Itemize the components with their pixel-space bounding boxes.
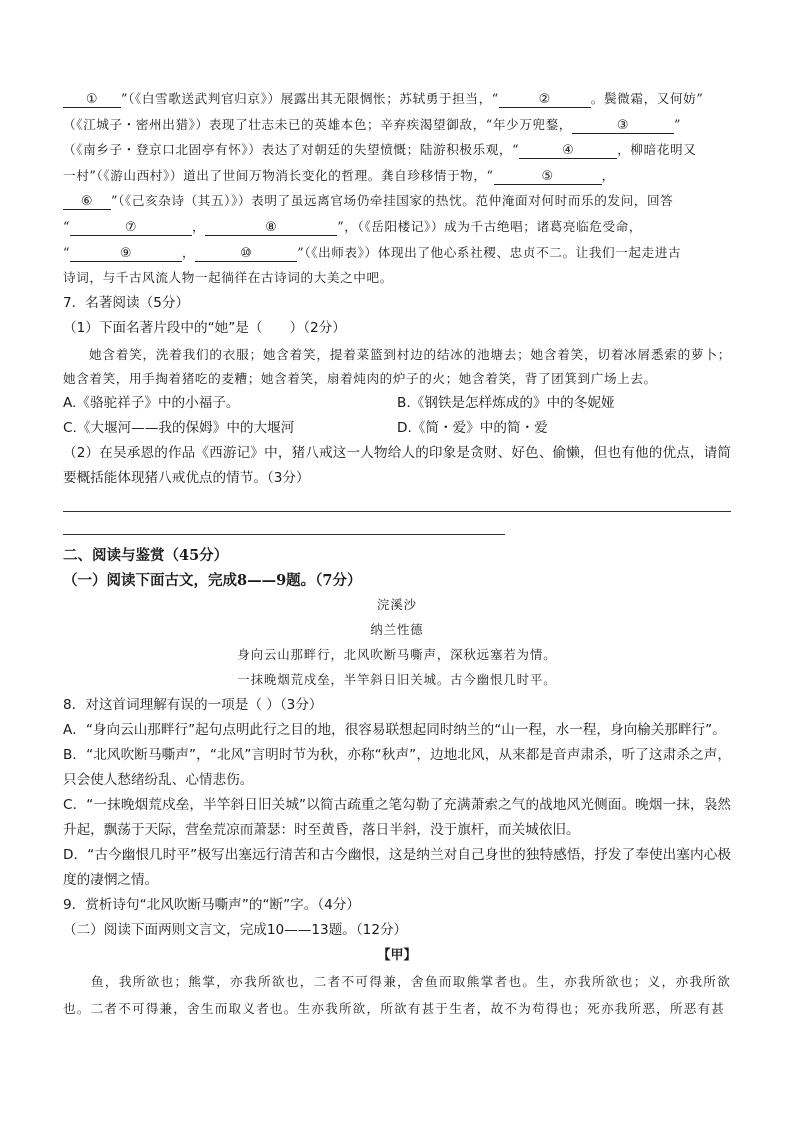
text-segment: （《南乡子・登京口北固亭有怀》）表达了对朝廷的失望愤慨；陆游积极乐观，“ [63,142,520,158]
text-segment: 诗词，与千古风流人物一起徜徉在古诗词的大美之中吧。 [63,270,393,286]
blank-7[interactable]: ⑦ [70,220,192,236]
blank-2[interactable]: ② [499,92,591,108]
text-segment: 一村”（《游山西村》）道出了世间万物消长变化的哲理。龚自珍移情于物，“ [63,167,494,183]
q9-stem: 9．赏析诗句“北风吹断马嘶声”的“断”字。（4分） [63,896,360,913]
poem-line-1: 身向云山那畔行，北风吹断马嘶声，深秋远塞若为情。 [237,647,557,662]
exam-page [63,86,731,1022]
blank-1[interactable]: ① [63,92,121,108]
part2-title: （二）阅读下面两则文言文，完成10——13题。（12分） [63,921,408,938]
poem-line-2: 一抹晚烟荒戍垒，半竿斜日旧关城。古今幽恨几时平。 [237,672,557,687]
text-segment: ”，（《岳阳楼记》）成为千古绝唱；诸葛亮临危受命， [337,218,643,234]
text-segment: ”（《己亥杂诗（其五）》）表明了虽远离官场仍牵挂国家的热忱。范仲淹面对何时而乐的发问，回答 [111,193,674,209]
option-c[interactable]: C.《大堰河——我的保姆》中的大堰河 [63,419,295,436]
q7-sub2: （2）在吴承恩的作品《西游记》中，猪八戒这一人物给人的印象是贪财、好色、偷懒，但也有他的优点，请简要概括能体现猪八戒优点的情节。（3分） [63,444,731,486]
text-segment: ，柳暗花明又 [617,142,697,158]
blank-10[interactable]: ⑩ [195,246,297,262]
text-segment: 。鬓微霜，又何妨” [590,91,704,106]
fill-blank-paragraph [63,86,731,291]
text-segment: ， [182,244,196,260]
q8-option-a[interactable]: A．“身向云山那畔行”起句点明此行之目的地，很容易联想起同时纳兰的“山一程，水一程，身向榆关那畔行”。 [63,721,726,738]
passage-jia-text: 鱼，我所欲也；熊掌，亦我所欲也，二者不可得兼，舍鱼而取熊掌者也。生，亦我所欲也；义，亦我所欲也。二者不可得兼，舍生而取义者也。生亦我所欲，所欲有甚于生者，故不为苟得也；死亦我所恶，所恶有甚 [63,973,731,1016]
blank-3[interactable]: ③ [572,118,674,134]
text-segment: ， [601,167,615,183]
part1-title: （一）阅读下面古文，完成8——9题。（7分） [63,571,362,589]
option-d[interactable]: D.《简・爱》中的简・爱 [397,419,548,436]
text-segment: ” [674,116,682,132]
text-segment: （《江城子・密州出猎》）表现了壮志未已的英雄本色；辛弃疾渴望御敌，“年少万兜鍪， [63,116,572,132]
section-title: 二、阅读与鉴赏（45分） [63,546,229,564]
q7-sub1: （1）下面名著片段中的“她”是（ ）（2分） [63,319,346,336]
q7-excerpt: 她含着笑，洗着我们的衣服；她含着笑，提着菜篮到村边的结冰的池塘去；她含着笑，切着冰屑悉索的萝卜；她含着笑，用手掏着猪吃的麦糟；她含着笑，扇着炖肉的炉子的火；她含着笑，背了团箕到广场上去。 [63,346,731,386]
text-segment: “ [63,218,71,234]
text-segment: ”（《白雪歌送武判官归京》）展露出其无限惆怅；苏轼勇于担当，“ [121,91,499,106]
q8-stem: 8．对这首词理解有误的一项是（ ）（3分） [63,696,323,713]
blank-8[interactable]: ⑧ [205,220,337,236]
q8-option-b[interactable]: B．“北风吹断马嘶声”，“北风”言明时节为秋，亦称“秋声”，边地北风，从来都是音声肃杀，听了这肃杀之声，只会使人愁绪纷乱、心情悲伤。 [63,746,731,788]
poem-author: 纳兰性德 [370,622,424,637]
q7-title: 7．名著阅读（5分） [63,294,190,311]
text-segment: ， [192,218,206,234]
q8-option-c[interactable]: C．“一抹晚烟荒戍垒，半竿斜日旧关城”以简古疏重之笔勾勒了充满萧索之气的战地风光侧面。晚烟一抹，袅然升起，飘荡于天际，营垒荒凉而萧瑟：时至黄昏，落日半斜，没于旗杆，而关城依旧。 [63,796,731,838]
option-a[interactable]: A.《骆驼祥子》中的小福子。 [63,394,240,411]
passage-jia-label: 【甲】 [377,947,417,963]
blank-9[interactable]: ⑨ [70,246,182,262]
text-segment: ”（《出师表》）体现出了他心系社稷、忠贞不二。让我们一起走进古 [297,244,682,260]
q7-options [63,391,731,441]
text-segment: “ [63,244,71,260]
q8-option-d[interactable]: D．“古今幽恨几时平”极写出塞远行清苦和古今幽恨，这是纳兰对自己身世的独特感悟，抒发了奉使出塞内心极度的凄惘之情。 [63,846,731,888]
blank-5[interactable]: ⑤ [494,169,602,185]
blank-6[interactable]: ⑥ [63,194,111,210]
blank-4[interactable]: ④ [519,143,617,159]
poem-title: 浣溪沙 [377,597,417,612]
option-b[interactable]: B.《钢铁是怎样炼成的》中的冬妮娅 [397,394,615,411]
